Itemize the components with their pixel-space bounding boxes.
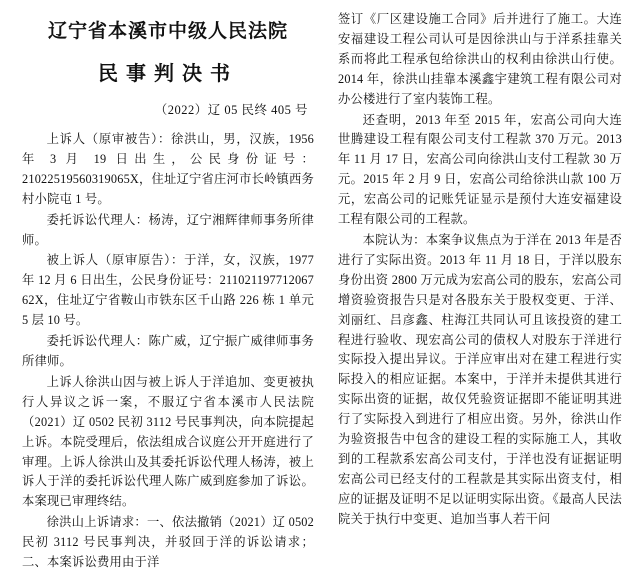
paragraph-construction-contract: 签订《厂区建设施工合同》后并进行了施工。大连安福建设工程公司认可是因徐洪山与于洋系挂靠关系而将此工程承包给徐洪山的权利由徐洪山行使。2014 年，徐洪山挂靠本溪鑫宇建筑工程有限公司对办公楼进行了室内装饰工程。 bbox=[338, 12, 622, 106]
court-title: 辽宁省本溪市中级人民法院 bbox=[47, 21, 288, 42]
paragraph-appellee-agent: 委托诉讼代理人：陈广威，辽宁振广威律师事务所律师。 bbox=[22, 334, 314, 368]
paragraph-payments-found: 还查明，2013 年至 2015 年，宏高公司向大连世腾建设工程有限公司支付工程款 370 万元。2013 年 11 月 17 日，宏高公司向徐洪山支付工程款 30 万元。2015 年 2 月 9 日，宏高公司给徐洪山款 100 万元，宏高公司的记账凭证显示是预付大连安福建设工程有限公司的工程款。 bbox=[338, 112, 622, 227]
document-title: 民事判决书 bbox=[98, 63, 238, 85]
paragraph-case-history: 上诉人徐洪山因与被上诉人于洋追加、变更被执行人异议之诉一案，不服辽宁省本溪市人民法院（2021）辽 0502 民初 3112 号民事判决，向本院提起上诉。本院受理后，依法组成合议庭公开开庭进行了审理。上诉人徐洪山及其委托诉讼代理人杨涛，被上诉人于洋的委托诉讼代理人陈广威到庭参加了诉讼。本案现已审理终结。 bbox=[22, 374, 314, 509]
paragraph-appellant-agent: 委托诉讼代理人：杨涛，辽宁湘辉律师事务所律师。 bbox=[22, 212, 314, 247]
paragraph-appellant: 上诉人（原审被告）：徐洪山，男，汉族，1956 年 3 月 19 日出生，公民身份证号：21022519560319065X，住址辽宁省庄河市长岭镇西务村小院屯 1 号。 bbox=[22, 132, 314, 206]
paragraph-appellee: 被上诉人（原审原告）：于洋，女，汉族，1977 年 12 月 6 日出生，公民身份证号：211021197712067 62X，住址辽宁省鞍山市铁东区千山路 226 栋 1 单元 5 层 10 号。 bbox=[22, 253, 314, 328]
paragraph-court-opinion: 本院认为：本案争议焦点为于洋在 2013 年是否进行了实际出资。2013 年 11 月 18 日，于洋以股东身份出资 2800 万元成为宏高公司的股东，宏高公司增资验资报告只是对各股东关于股权变更、于洋、刘丽红、吕彦鑫、柱海江共同认可且该投资的建工程进行验收、现宏高公司的债权人对股东于洋进行实际投入提出异议。于洋应审出对在建工程进行实际投入的相应证据。本案中，于洋并未提供其进行实际出资的证据，故仅凭验资证据即不能证明其进行了实际投入到进行了相应出资。另外，徐洪山作为验资报告中包含的建设工程的实际施工人，其收到的工程款系宏高公司支付，于洋也没有证据证明宏高公司已经支付的工程款是其实际出资支付，相应的证据及证明不足以证明实际出资。《最高人民法院关于执行中变更、追加当事人若干问 bbox=[338, 232, 622, 526]
case-number: （2022）辽 05 民终 405 号 bbox=[154, 103, 308, 117]
right-column bbox=[330, 0, 640, 526]
paragraph-appeal-request: 徐洪山上诉请求：一、依法撤销（2021）辽 0502 民初 3112 号民事判决，并驳回于洋的诉讼请求；二、本案诉讼费用由于洋 bbox=[22, 515, 314, 570]
